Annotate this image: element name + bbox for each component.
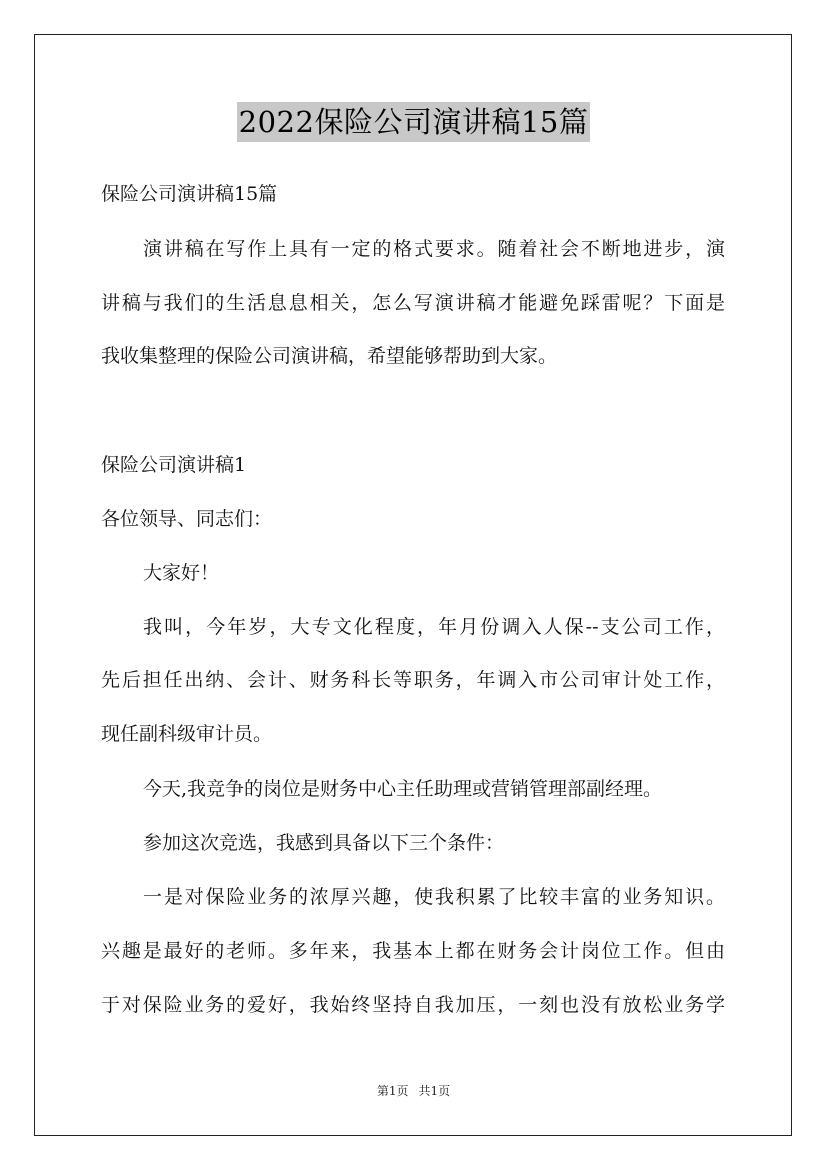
salutation: 各位领导、同志们： (101, 508, 273, 530)
page-number: 第1页 (376, 1084, 409, 1098)
intro-line-2: 讲稿与我们的生活息息相关，怎么写演讲稿才能避免踩雷呢？下面是 (101, 292, 725, 314)
document-title: 2022保险公司演讲稿15篇 (237, 102, 591, 142)
greeting: 大家好！ (143, 562, 220, 584)
title-container (0, 102, 827, 142)
para3: 参加这次竞选，我感到具备以下三个条件： (143, 832, 505, 854)
para4-line-2: 兴趣是最好的老师。多年来，我基本上都在财务会计岗位工作。但由 (101, 940, 725, 962)
para4-line-1: 一是对保险业务的浓厚兴趣，使我积累了比较丰富的业务知识。 (143, 886, 725, 908)
intro-line-1: 演讲稿在写作上具有一定的格式要求。随着社会不断地进步，演 (143, 238, 725, 260)
para1-line-3: 现任副科级审计员。 (101, 723, 273, 745)
document-subtitle: 保险公司演讲稿15篇 (101, 183, 278, 205)
para1-line-2: 先后担任出纳、会计、财务科长等职务，年调入市公司审计处工作， (101, 669, 725, 691)
section-heading: 保险公司演讲稿1 (101, 454, 247, 476)
para2: 今天,我竞争的岗位是财务中心主任助理或营销管理部副经理。 (143, 778, 663, 800)
intro-line-3: 我收集整理的保险公司演讲稿，希望能够帮助到大家。 (101, 345, 558, 367)
page-total: 共1页 (418, 1084, 451, 1098)
page-footer (0, 1083, 827, 1099)
para1-line-1: 我叫，今年岁，大专文化程度，年月份调入人保--支公司工作， (143, 616, 725, 638)
para4-line-3: 于对保险业务的爱好，我始终坚持自我加压，一刻也没有放松业务学 (101, 994, 725, 1016)
